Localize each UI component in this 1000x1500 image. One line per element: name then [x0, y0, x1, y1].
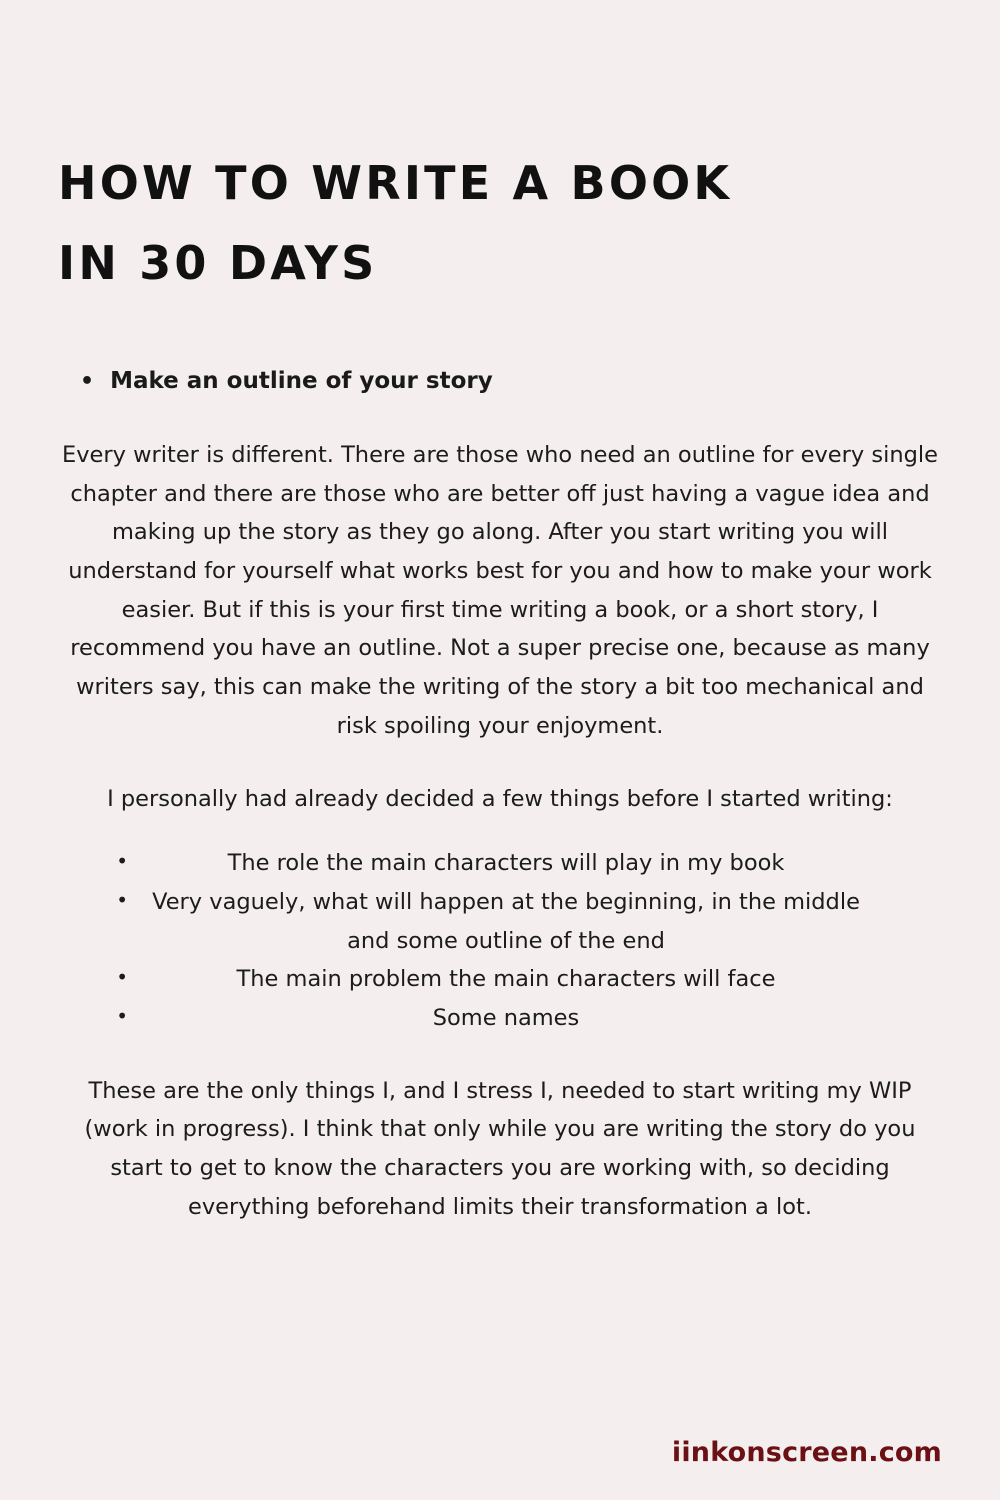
list-item — [58, 883, 942, 960]
title-line-1: HOW TO WRITE A BOOK — [58, 156, 733, 210]
subheading-label: Make an outline of your story — [110, 368, 493, 394]
bullet-icon: • — [80, 369, 95, 394]
subheading — [58, 368, 942, 394]
bullet-icon: • — [116, 887, 128, 912]
list-item-label: The main problem the main characters will face — [236, 966, 776, 993]
list-item — [58, 844, 942, 883]
footer-website: iinkonscreen.com — [671, 1437, 942, 1468]
paragraph-closing: These are the only things I, and I stress I, needed to start writing my WIP (work in progress). I think that only while you are writing the story do you start to get to know the characters you are working with, so deciding everything beforehand limits their transformation a lot. — [84, 1077, 916, 1220]
bullet-icon: • — [116, 849, 128, 874]
list-item-label: The role the main characters will play in my book — [227, 850, 785, 877]
list-item — [58, 999, 942, 1038]
bullet-icon: • — [116, 965, 128, 990]
paragraph-decisions-lead: I personally had already decided a few things before I started writing: — [107, 785, 893, 812]
list-item — [58, 960, 942, 999]
list-item-label: Some names — [432, 1004, 580, 1031]
bullet-icon: • — [116, 1003, 128, 1028]
title-line-2: IN 30 DAYS — [58, 236, 378, 290]
page-title — [58, 0, 942, 290]
decisions-list — [58, 844, 942, 1037]
subheading-row — [80, 368, 942, 394]
list-item-label: Very vaguely, what will happen at the beginning, in the middle and some outline of the end — [152, 888, 860, 954]
paragraph-intro: Every writer is different. There are those who need an outline for every single chapter and there are those who are better off just having a vague idea and making up the story as they go along. After you start writing you will understand for yourself what works best for you and how to make your work easier. But if this is your first time writing a book, or a short story, I recommend you have an outline. Not a super precise one, because as many writers say, this can make the writing of the story a bit too mechanical and risk spoiling your enjoyment. — [62, 442, 938, 739]
